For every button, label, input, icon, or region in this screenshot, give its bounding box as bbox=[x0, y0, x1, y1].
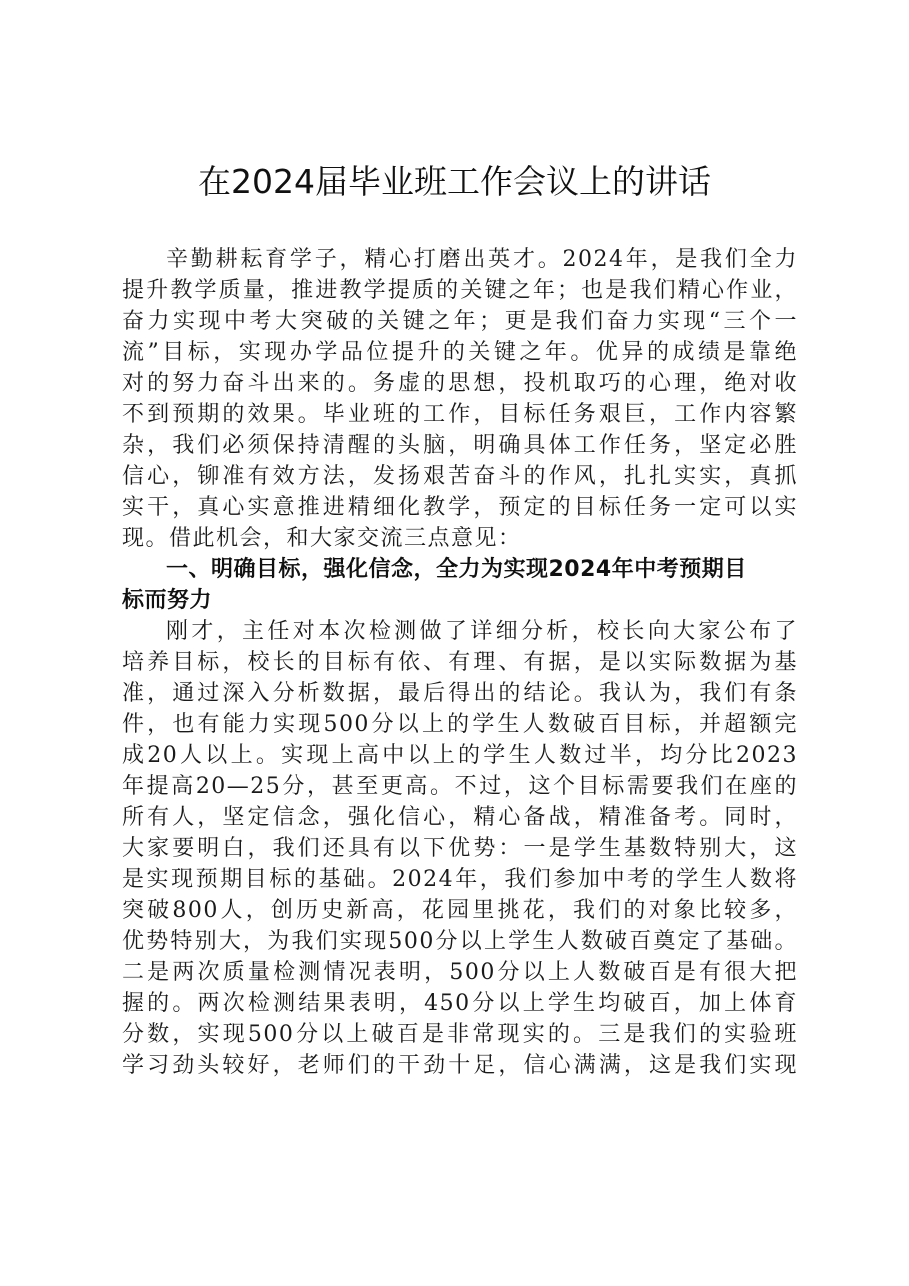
text-line: 年提高20—25分，甚至更高。不过，这个目标需要我们在座的 bbox=[122, 774, 798, 799]
text-line: 培养目标，校长的目标有依、有理、有据，是以实际数据为基 bbox=[122, 650, 798, 675]
heading-line: 一、明确目标，强化信念，全力为实现2024年中考预期目 bbox=[166, 557, 747, 582]
paragraph-intro bbox=[122, 244, 798, 554]
text-line: 实干，真心实意推进精细化教学，预定的目标任务一定可以实 bbox=[122, 495, 798, 520]
document-title: 在2024届毕业班工作会议上的讲话 bbox=[198, 162, 711, 201]
text-line: 信心，铆准有效方法，发扬艰苦奋斗的作风，扎扎实实，真抓 bbox=[122, 464, 798, 489]
text-line: 优势特别大，为我们实现500分以上学生人数破百奠定了基础。 bbox=[122, 929, 798, 954]
text-line: 件，也有能力实现500分以上的学生人数破百目标，并超额完 bbox=[122, 712, 798, 737]
text-line: 是实现预期目标的基础。2024年，我们参加中考的学生人数将 bbox=[122, 867, 798, 892]
text-line: 握的。两次检测结果表明，450分以上学生均破百，加上体育 bbox=[122, 991, 798, 1016]
text-line: 提升教学质量，推进教学提质的关键之年；也是我们精心作业， bbox=[122, 278, 798, 303]
section-heading-1 bbox=[122, 554, 798, 616]
text-line: 学习劲头较好，老师们的干劲十足，信心满满，这是我们实现 bbox=[122, 1053, 798, 1078]
text-line: 对的努力奋斗出来的。务虚的思想，投机取巧的心理，绝对收 bbox=[122, 371, 798, 396]
heading-line: 标而努力 bbox=[122, 588, 213, 613]
text-line: 辛勤耕耘育学子，精心打磨出英才。2024年，是我们全力 bbox=[166, 247, 798, 272]
text-line: 现。借此机会，和大家交流三点意见： bbox=[122, 526, 522, 551]
text-line: 刚才，主任对本次检测做了详细分析，校长向大家公布了 bbox=[166, 619, 798, 644]
text-line: 二是两次质量检测情况表明，500分以上人数破百是有很大把 bbox=[122, 960, 798, 985]
text-line: 大家要明白，我们还具有以下优势：一是学生基数特别大，这 bbox=[122, 836, 798, 861]
text-line: 不到预期的效果。毕业班的工作，目标任务艰巨，工作内容繁 bbox=[122, 402, 798, 427]
text-line: 所有人，坚定信念，强化信心，精心备战，精准备考。同时， bbox=[122, 805, 798, 830]
text-line: 成20人以上。实现上高中以上的学生人数过半，均分比2023 bbox=[122, 743, 798, 768]
text-line: 流”目标，实现办学品位提升的关键之年。优异的成绩是靠绝 bbox=[122, 340, 798, 365]
text-line: 突破800人，创历史新高，花园里挑花，我们的对象比较多， bbox=[122, 898, 798, 923]
text-line: 分数，实现500分以上破百是非常现实的。三是我们的实验班 bbox=[122, 1022, 798, 1047]
text-line: 杂，我们必须保持清醒的头脑，明确具体工作任务，坚定必胜 bbox=[122, 433, 798, 458]
text-line: 准，通过深入分析数据，最后得出的结论。我认为，我们有条 bbox=[122, 681, 798, 706]
paragraph-section-1 bbox=[122, 616, 798, 1081]
text-line: 奋力实现中考大突破的关键之年；更是我们奋力实现“三个一 bbox=[122, 309, 798, 334]
